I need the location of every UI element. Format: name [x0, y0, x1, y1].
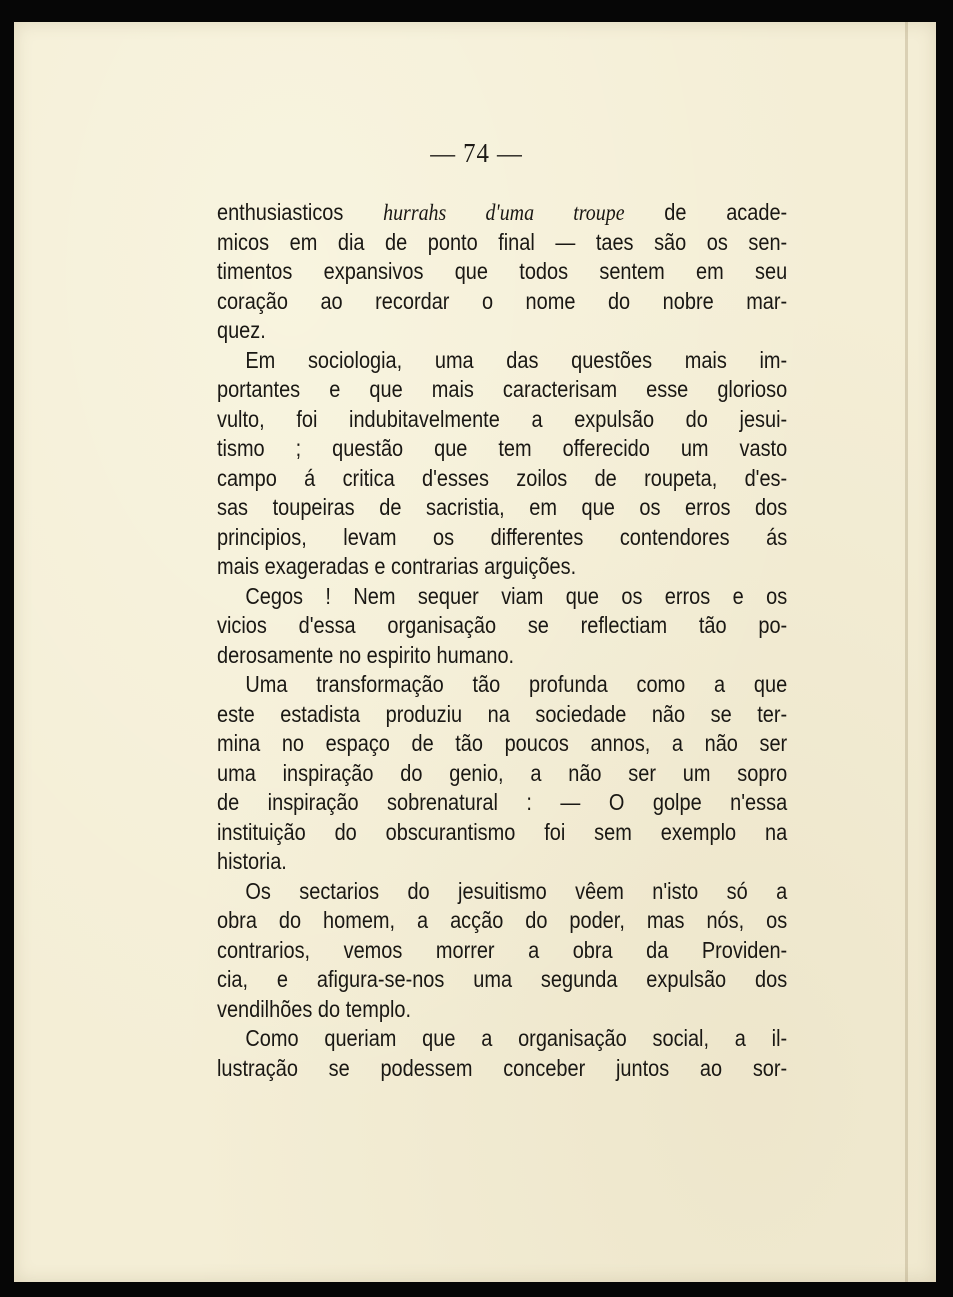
italic-text: hurrahs d'uma troupe	[383, 200, 625, 226]
line-text: contrarios, vemos morrer a obra da Providen-	[217, 936, 788, 963]
line-text: de acade-	[624, 199, 788, 225]
line-text: timentos expansivos que todos sentem em seu	[217, 258, 788, 284]
text-line	[217, 1024, 787, 1054]
text-line	[217, 670, 787, 700]
text-line	[217, 582, 787, 612]
line-text: portantes e que mais caracterisam esse glorioso	[217, 376, 788, 402]
text-line	[217, 729, 787, 759]
text-line	[217, 906, 787, 936]
line-text: este estadista produziu na sociedade não se ter-	[217, 700, 788, 727]
text-line	[217, 434, 787, 464]
line-text: principios, levam os differentes contendores ás	[217, 523, 788, 550]
text-line	[217, 877, 787, 907]
line-text: historia.	[217, 848, 287, 874]
line-text: Cegos ! Nem sequer viam que os erros e os	[245, 582, 788, 609]
text-line	[217, 965, 787, 995]
body-text	[217, 198, 787, 1083]
line-text: uma inspiração do genio, a não ser um sopro	[217, 759, 788, 786]
line-text: micos em dia de ponto final — taes são os sen-	[217, 228, 788, 255]
text-line	[217, 316, 787, 346]
text-line	[217, 464, 787, 494]
line-text: derosamente no espirito humano.	[217, 641, 515, 668]
text-line	[217, 1054, 787, 1084]
page-number: — 74 —	[430, 138, 523, 168]
text-line	[217, 788, 787, 818]
text-line	[217, 287, 787, 317]
text-line	[217, 759, 787, 789]
text-line	[217, 346, 787, 376]
line-text: vulto, foi indubitavelmente a expulsão do jesui-	[217, 405, 788, 432]
text-line	[217, 228, 787, 258]
line-text: quez.	[217, 317, 266, 343]
text-line	[217, 611, 787, 641]
text-line	[217, 936, 787, 966]
text-line	[217, 641, 787, 671]
text-line	[217, 257, 787, 287]
text-line	[217, 552, 787, 582]
line-text: de inspiração sobrenatural : — O golpe n'essa	[217, 789, 788, 815]
line-text: mais exageradas e contrarias arguições.	[217, 553, 577, 579]
line-text: sas toupeiras de sacristia, em que os erros dos	[217, 494, 788, 520]
line-text: obra do homem, a acção do poder, mas nós, os	[217, 907, 788, 933]
text-line	[217, 700, 787, 730]
line-text: lustração se podessem conceber juntos ao sor-	[217, 1054, 788, 1081]
text-line	[217, 198, 787, 228]
text-line	[217, 375, 787, 405]
line-text: enthusiasticos	[217, 199, 384, 225]
line-text: Os sectarios do jesuitismo vêem n'isto só a	[245, 877, 788, 904]
text-line	[217, 523, 787, 553]
line-text: vendilhões do templo.	[217, 995, 412, 1022]
text-line	[217, 493, 787, 523]
text-line	[217, 818, 787, 848]
text-line	[217, 405, 787, 435]
line-text: Em sociologia, uma das questões mais im-	[245, 346, 788, 373]
line-text: mina no espaço de tão poucos annos, a não ser	[217, 730, 788, 756]
line-text: tismo ; questão que tem offerecido um vasto	[217, 435, 788, 461]
line-text: campo á critica d'esses zoilos de roupeta, d'es-	[217, 464, 788, 491]
line-text: vicios d'essa organisação se reflectiam tão po-	[217, 612, 788, 638]
text-line	[217, 847, 787, 877]
text-line	[217, 995, 787, 1025]
line-text: coração ao recordar o nome do nobre mar-	[217, 287, 788, 314]
line-text: instituição do obscurantismo foi sem exemplo na	[217, 818, 788, 845]
page-edge	[905, 22, 908, 1282]
line-text: cia, e afigura-se-nos uma segunda expulsão dos	[217, 966, 788, 992]
line-text: Como queriam que a organisação social, a il-	[245, 1025, 788, 1051]
line-text: Uma transformação tão profunda como a que	[245, 671, 788, 697]
